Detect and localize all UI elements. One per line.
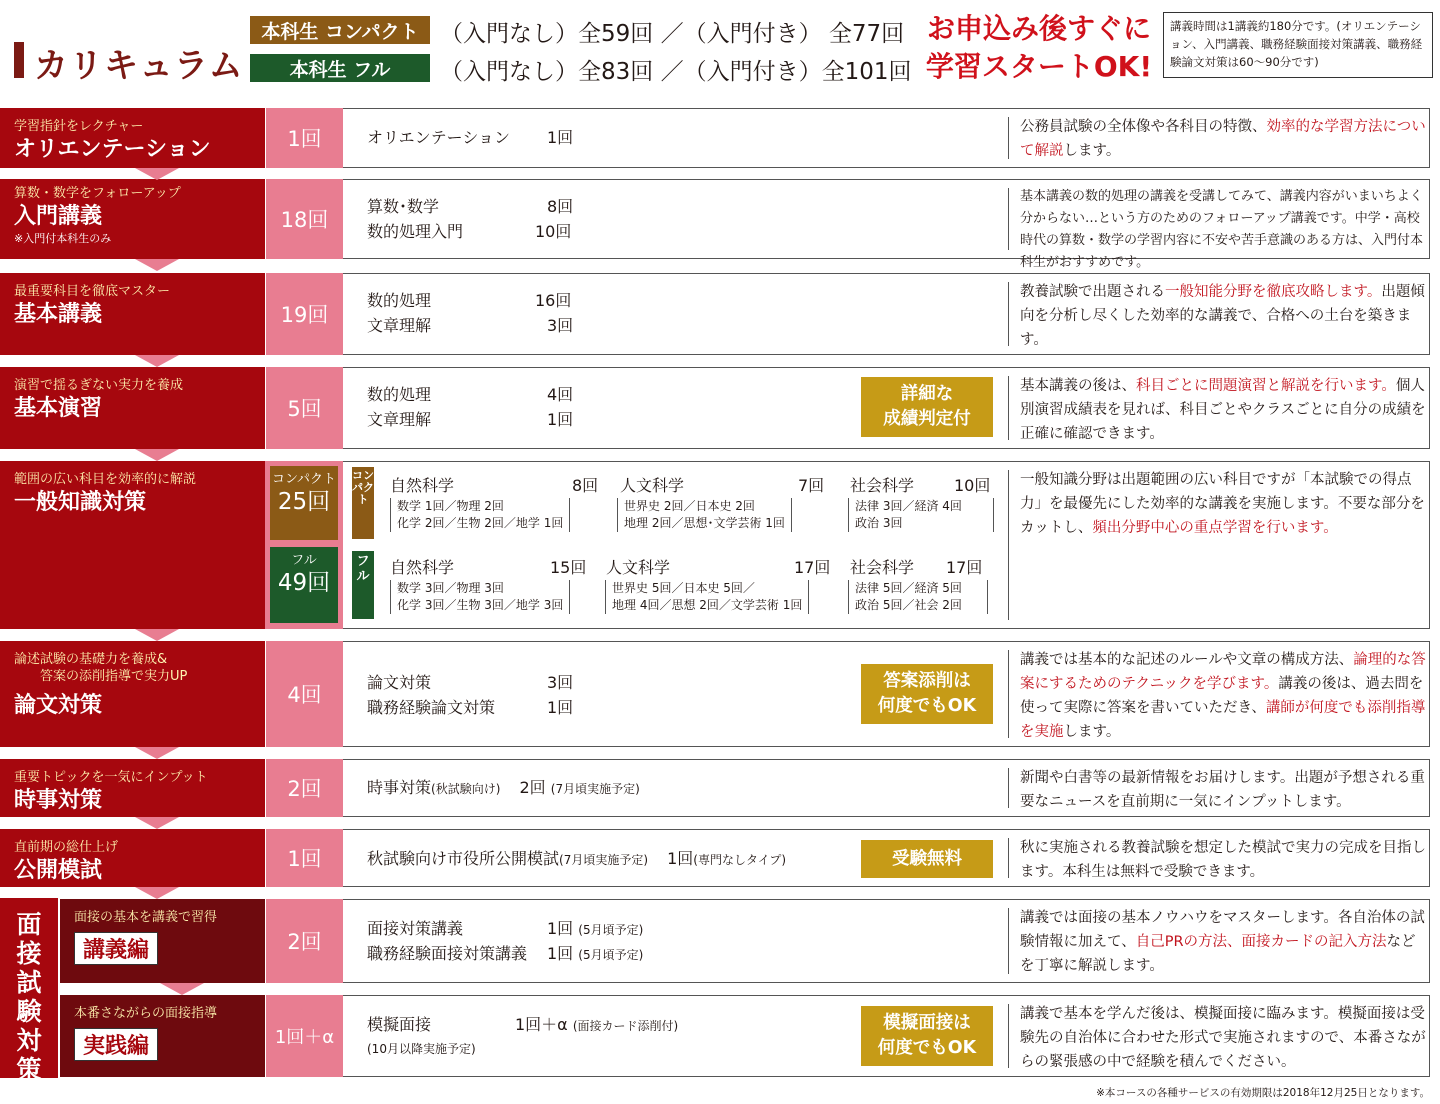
course-count: 1回: [547, 919, 574, 938]
course-note: (5月頃予定): [578, 948, 644, 962]
course-name: 数的処理: [367, 385, 432, 404]
label-jiji: [0, 759, 265, 817]
subject-count: 7回: [798, 476, 825, 495]
course-item: [367, 382, 574, 407]
courses-nyumon: [343, 179, 1008, 259]
correction-badge: [861, 664, 993, 724]
subject-name: 人文科学: [620, 476, 685, 495]
course-count-wrap: [547, 916, 643, 943]
course-note: (7月頃実施予定): [559, 853, 649, 867]
desc-text: 講義では基本的な記述のルールや文章の構成方法、: [1020, 652, 1354, 668]
desc-text: 講義の後は、過去問を使って実際に答案を書いていただき、: [1020, 676, 1424, 716]
course-count-wrap: [547, 941, 643, 968]
courses-ronbun: [343, 641, 1008, 747]
label-sub: 面接の基本を講義で習得: [74, 910, 218, 925]
desc-jiji: 新聞や白書等の最新情報をお届けします。出題が予想される重要なニュースを直前期に一気にインプットします。: [1008, 759, 1430, 817]
label-sub: 学習指針をレクチャー: [14, 119, 144, 134]
label-sub: 重要トピックを一気にインプット: [14, 770, 208, 785]
label-sub: 論述試験の基礎力を養成&: [14, 652, 168, 667]
course-item: [367, 775, 640, 802]
subject-name: 人文科学: [606, 558, 671, 577]
desc-highlight: 一般知能分野を徹底攻略します。: [1165, 284, 1382, 300]
courses-jiji: [343, 759, 1008, 817]
course-name: 文章理解: [367, 316, 432, 335]
detail-line: 化学 3回／生物 3回／地学 3回: [397, 598, 564, 612]
course-count: 10回: [535, 222, 572, 241]
badge-line: 成績判定付: [883, 409, 971, 429]
flow-arrow: [160, 983, 204, 995]
row-kihon-ensyu: [0, 367, 1440, 449]
courses-mensetsu-jissen: [343, 995, 1008, 1077]
plan-compact-text: （入門なし）全59回 ／（入門付き） 全77回: [440, 21, 905, 47]
desc-text: します。: [1063, 143, 1121, 159]
course-count: 1回: [667, 849, 694, 868]
desc-kihon-kogi: [1008, 273, 1430, 355]
label-ippan: [0, 461, 265, 629]
label-kihon-kogi: [0, 273, 265, 355]
count-compact: [270, 466, 338, 540]
desc-mensetsu-kogi: [1008, 899, 1430, 983]
row-ronbun: [0, 641, 1440, 747]
interview-section-text: 面接試験対策: [16, 910, 42, 1084]
desc-ippan: [1008, 461, 1430, 629]
detail-line: 政治 3回: [855, 516, 903, 530]
subject-detail: [848, 498, 994, 532]
flow-arrow: [135, 887, 179, 899]
row-jiji: [0, 759, 1440, 817]
start-line-1: お申込み後すぐに: [926, 12, 1151, 45]
course-note: (10月以降実施予定): [367, 1042, 476, 1056]
start-line-2: 学習スタートOK!: [925, 50, 1153, 83]
count-mensetsu-jissen: 1回＋α: [265, 995, 343, 1077]
subject-count: 15回: [550, 558, 587, 577]
desc-orientation: [1008, 108, 1430, 168]
label-sub: 最重要科目を徹底マスター: [14, 284, 171, 299]
desc-highlight: 論理的な答案にするためのテクニックを学びます。: [1020, 652, 1426, 692]
courses-mensetsu-kogi: [343, 899, 1008, 983]
course-name: 文章理解: [367, 410, 432, 429]
detail-line: 世界史 2回／日本史 2回: [624, 499, 755, 513]
subject-detail: [605, 580, 809, 614]
desc-ronbun: [1008, 641, 1430, 747]
detail-line: 数学 1回／物理 2回: [397, 499, 504, 513]
count-mensetsu-kogi: 2回: [265, 899, 343, 983]
label-main: 時事対策: [14, 788, 103, 813]
row-orientation: [0, 108, 1440, 168]
count-jiji: 2回: [265, 759, 343, 817]
course-item: [367, 219, 572, 244]
course-count: 1回: [547, 410, 574, 429]
subject-name: 自然科学: [390, 558, 455, 577]
course-name: 数的処理: [367, 291, 432, 310]
desc-text: 公務員試験の全体像や各科目の特徴、: [1020, 119, 1267, 135]
row-mensetsu-jissen: [0, 995, 1440, 1077]
count-kihon-ensyu: 5回: [265, 367, 343, 449]
badge-line: 詳細な: [900, 384, 954, 404]
label-main: 論文対策: [14, 693, 103, 718]
detail-line: 世界史 5回／日本史 5回／: [612, 581, 755, 595]
desc-nyumon: 基本講義の数的処理の講義を受講してみて、講義内容がいまいちよく分からない…という方のためのフォローアップ講義です。中学・高校時代の算数・数学の学習内容に不安や苦手意識のある方は、入門付本科生がおすすめです。: [1008, 179, 1430, 259]
course-note: (面接カード添削付): [572, 1019, 679, 1033]
course-count: 3回: [547, 316, 574, 335]
courses-orientation: [343, 108, 1008, 168]
flow-arrow: [135, 168, 179, 180]
subject-count: 17回: [946, 558, 983, 577]
desc-kihon-ensyu: [1008, 367, 1430, 449]
desc-text: 講義では面接の基本ノウハウをマスターします。各自治体の試験情報に加えて、: [1020, 910, 1425, 950]
desc-text: などを丁寧に解説します。: [1020, 934, 1416, 974]
course-note: (秋試験向け): [431, 782, 501, 796]
course-item: [367, 194, 574, 219]
subject-count: 8回: [572, 476, 599, 495]
count-orientation: 1回: [265, 108, 343, 168]
flow-arrow: [135, 355, 179, 367]
detail-line: 数学 3回／物理 3回: [397, 581, 504, 595]
label-sub: 答案の添削指導で実力UP: [40, 669, 188, 684]
count-nyumon: 18回: [265, 179, 343, 259]
course-count: 1回: [547, 944, 574, 963]
mock-interview-badge: [861, 1006, 993, 1066]
desc-highlight: 講師が何度でも添削指導を実施: [1020, 700, 1426, 740]
course-count: 2回: [519, 778, 546, 797]
course-item: [367, 313, 574, 338]
course-count-wrap: [515, 1012, 678, 1039]
course-item: [367, 288, 572, 313]
row-kihon-kogi: [0, 273, 1440, 355]
label-kihon-ensyu: [0, 367, 265, 449]
label-sub: 算数・数学をフォローアップ: [14, 186, 181, 201]
desc-text: 基本講義の後は、: [1020, 378, 1136, 394]
label-main: オリエンテーション: [14, 137, 211, 162]
course-count: 16回: [535, 291, 572, 310]
desc-text: 出題傾向を分析し尽くした効率的な講義で、合格への土台を築きます。: [1020, 284, 1425, 348]
row-moshi: [0, 829, 1440, 887]
course-name: 論文対策: [367, 673, 432, 692]
desc-mensetsu-jissen: 講義で基本を学んだ後は、模擬面接に臨みます。模擬面接は受験先の自治体に合わせた形式で実施されますので、本番さながらの緊張感の中で経験を積んでください。: [1008, 995, 1430, 1077]
course-name: 数的処理入門: [367, 222, 464, 241]
desc-highlight: 効率的な学習方法について解説: [1020, 119, 1426, 159]
count-value: 25回: [277, 489, 331, 515]
subject-item: [390, 555, 587, 578]
label-sub: 演習で揺るぎない実力を養成: [14, 378, 184, 393]
footnote: ※本コースの各種サービスの有効期限は2018年12月25日となります。: [1096, 1087, 1430, 1099]
label-main: 講義編: [74, 932, 158, 965]
course-item: [367, 695, 574, 720]
course-note: (7月頃実施予定): [550, 782, 640, 796]
subject-detail: [617, 498, 792, 532]
subject-item: [620, 473, 825, 496]
subject-name: 社会科学: [850, 558, 915, 577]
label-sub: 本番さながらの面接指導: [74, 1006, 218, 1021]
label-moshi: [0, 829, 265, 887]
label-main: 入門講義: [14, 204, 103, 229]
subject-name: 自然科学: [390, 476, 455, 495]
header: [0, 0, 1440, 100]
course-item: [367, 846, 786, 873]
course-name: 秋試験向け市役所公開模試: [367, 849, 560, 868]
plan-full-text: （入門なし）全83回 ／（入門付き）全101回: [440, 59, 912, 85]
label-main: 基本演習: [14, 396, 103, 421]
label-sub: 直前期の総仕上げ: [14, 840, 119, 855]
course-count: 1回: [547, 698, 574, 717]
flow-arrow: [135, 259, 179, 271]
free-badge: 受験無料: [861, 840, 993, 878]
plan-compact-badge: 本科生 コンパクト: [250, 16, 430, 44]
course-count: 1回＋α: [515, 1015, 568, 1034]
label-orientation: [0, 108, 265, 168]
label-nyumon: [0, 179, 265, 259]
course-item: [367, 941, 644, 966]
label-sub: 範囲の広い科目を効率的に解説: [14, 472, 197, 487]
subject-item: [390, 473, 599, 496]
course-name: 職務経験面接対策講義: [367, 944, 528, 963]
label-mensetsu-kogi: [60, 899, 265, 983]
label-ronbun: [0, 641, 265, 747]
subject-name: 社会科学: [850, 476, 915, 495]
tag-full: フル: [352, 551, 374, 619]
label-main: 実践編: [74, 1028, 158, 1061]
course-name: 職務経験論文対策: [367, 698, 496, 717]
course-item: [367, 407, 574, 432]
count-moshi: 1回: [265, 829, 343, 887]
desc-moshi: 秋に実施される教養試験を想定した模試で実力の完成を目指します。本科生は無料で受験できます。: [1008, 829, 1430, 887]
label-note: ※入門付本科生のみ: [14, 232, 112, 245]
badge-line: 模擬面接は: [883, 1013, 971, 1033]
desc-text: します。: [1063, 724, 1121, 740]
courses-kihon-kogi: [343, 273, 1008, 355]
detail-line: 化学 2回／生物 2回／地学 1回: [397, 516, 564, 530]
subject-item: [606, 555, 831, 578]
badge-line: 何度でもOK: [877, 696, 977, 716]
title-marker: [14, 42, 24, 78]
course-item: [367, 916, 644, 941]
count-value: 49回: [277, 570, 331, 596]
grading-badge: [861, 377, 993, 437]
subject-item: [850, 473, 991, 496]
courses-kihon-ensyu: [343, 367, 1008, 449]
subject-detail: [848, 580, 988, 614]
desc-text: 個人別演習成績表を見れば、科目ごとやクラスごとに自分の成績を正確に確認できます。: [1020, 378, 1426, 442]
detail-line: 地理 2回／思想･文学芸術 1回: [624, 516, 785, 530]
course-name: オリエンテーション: [367, 128, 511, 147]
flow-arrow: [135, 747, 179, 759]
subject-count: 10回: [954, 476, 991, 495]
course-item: [367, 1012, 679, 1037]
count-ronbun: 4回: [265, 641, 343, 747]
count-full: [270, 547, 338, 623]
subject-item: [850, 555, 983, 578]
label-main: 一般知識対策: [14, 490, 147, 515]
badge-line: 何度でもOK: [877, 1038, 977, 1058]
desc-text: 一般知識分野は出題範囲の広い科目ですが「本試験での得点力」を最優先にした効率的な講義を実施します。不要な部分をカットし、: [1020, 472, 1425, 536]
course-count: 4回: [547, 385, 574, 404]
lecture-time-note: 講義時間は1講義約180分です。(オリエンテーション、入門講義、職務経験面接対策講義、職務経験論文対策は60～90分です): [1163, 12, 1433, 78]
course-name: 模擬面接: [367, 1015, 432, 1034]
count-label: フル: [291, 553, 317, 568]
label-main: 公開模試: [14, 858, 103, 883]
desc-highlight: 科目ごとに問題演習と解説を行います。: [1136, 378, 1396, 394]
subject-detail: [390, 580, 570, 614]
desc-text: 教養試験で出題される: [1020, 284, 1165, 300]
badge-line: 答案添削は: [883, 671, 971, 691]
flow-arrow: [135, 817, 179, 829]
row-ippan: [0, 461, 1440, 629]
start-message: [920, 10, 1158, 86]
course-count: 8回: [547, 197, 574, 216]
course-note: (5月頃予定): [578, 923, 644, 937]
desc-highlight: 自己PRの方法、面接カードの記入方法: [1135, 934, 1387, 950]
detail-line: 地理 4回／思想 2回／文学芸術 1回: [612, 598, 803, 612]
page-title: カリキュラム: [34, 46, 244, 86]
course-count: 3回: [547, 673, 574, 692]
course-name: 算数･数学: [367, 197, 440, 216]
label-mensetsu-jissen: [60, 995, 265, 1077]
flow-arrow: [135, 449, 179, 461]
course-name: 時事対策: [367, 778, 432, 797]
label-main: 基本講義: [14, 302, 103, 327]
course-name: 面接対策講義: [367, 919, 464, 938]
course-note: (専門なしタイプ): [693, 853, 787, 867]
row-mensetsu-kogi: [0, 899, 1440, 983]
subject-count: 17回: [794, 558, 831, 577]
count-kihon-kogi: 19回: [265, 273, 343, 355]
tag-compact: コンパクト: [352, 467, 374, 539]
detail-line: 法律 3回／経済 4回: [855, 499, 962, 513]
course-item: [367, 125, 574, 150]
flow-arrow: [135, 629, 179, 641]
detail-line: 法律 5回／経済 5回: [855, 581, 962, 595]
subject-detail: [390, 498, 570, 532]
courses-moshi: [343, 829, 1008, 887]
row-nyumon: [0, 179, 1440, 270]
course-count: 1回: [547, 128, 574, 147]
plan-full-badge: 本科生 フル: [250, 54, 430, 82]
count-label: コンパクト: [271, 472, 337, 487]
course-item: [367, 670, 574, 695]
desc-highlight: 頻出分野中心の重点学習を行います。: [1092, 520, 1338, 536]
detail-line: 政治 5回／社会 2回: [855, 598, 962, 612]
